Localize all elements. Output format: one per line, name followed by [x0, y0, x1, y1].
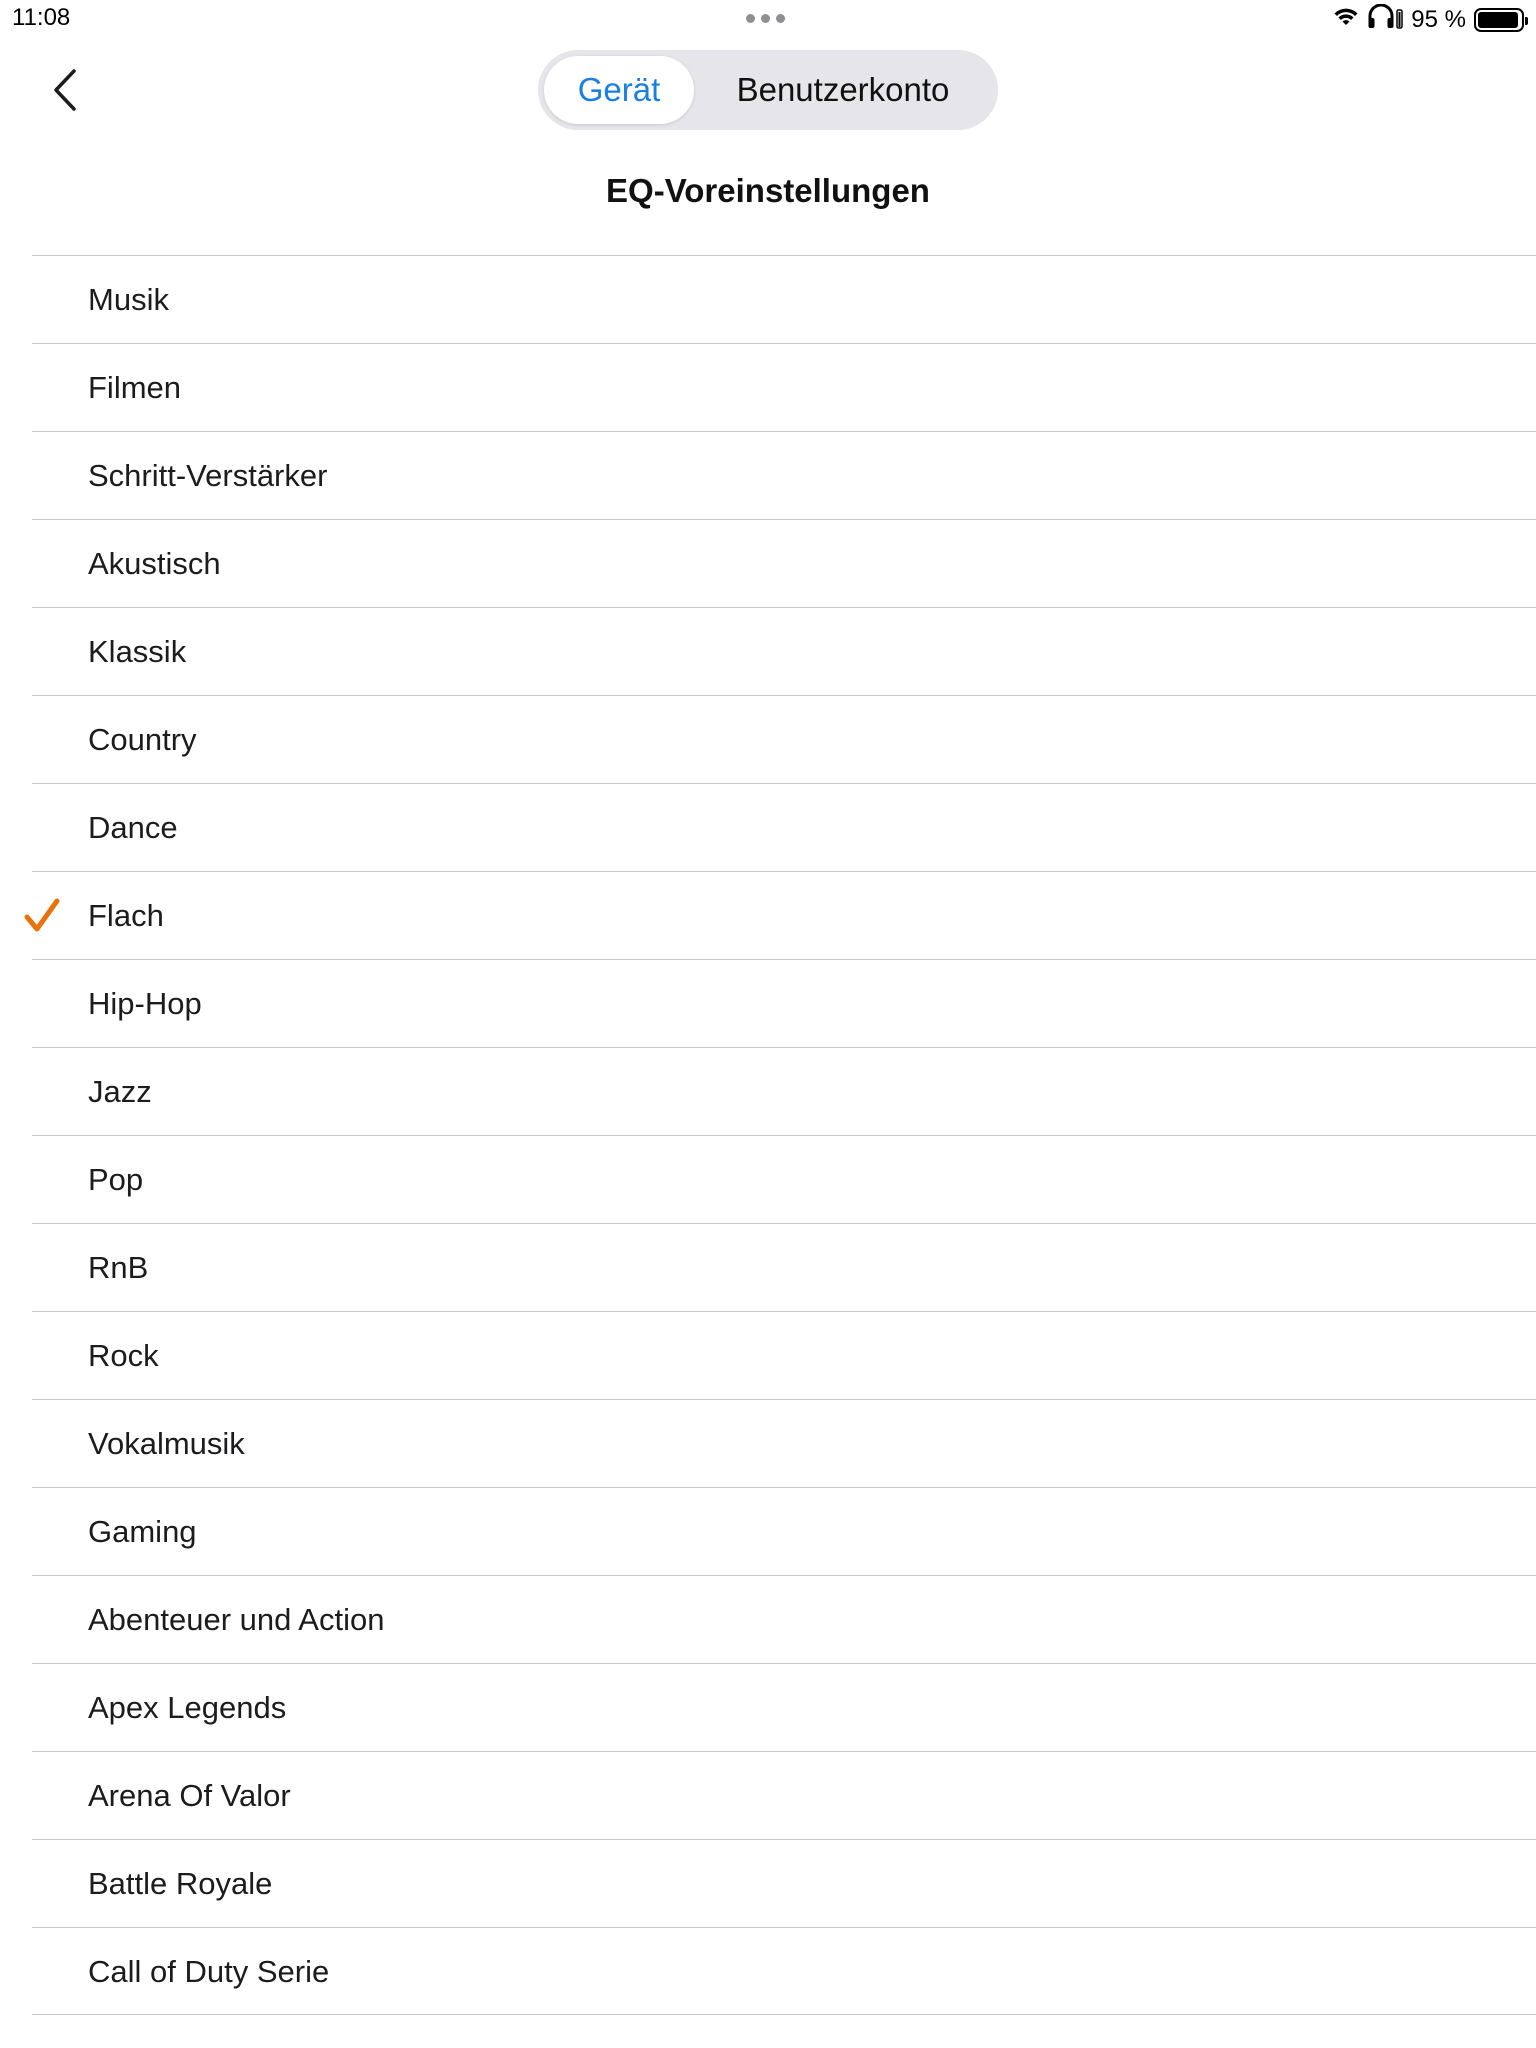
back-button[interactable] [40, 60, 90, 120]
preset-label: RnB [88, 1250, 149, 1285]
preset-label: Pop [88, 1162, 144, 1197]
preset-label: Flach [88, 898, 164, 933]
preset-label: Schritt-Verstärker [88, 458, 328, 493]
preset-label: Dance [88, 810, 178, 845]
preset-item[interactable] [32, 1927, 1536, 2015]
status-bar [0, 0, 1536, 40]
preset-item[interactable] [32, 1751, 1536, 1839]
headphones-icon [1367, 4, 1403, 37]
preset-label: Akustisch [88, 546, 221, 581]
preset-label: Filmen [88, 370, 182, 405]
preset-label: Hip-Hop [88, 986, 202, 1021]
preset-label: Musik [88, 282, 169, 317]
partial-list-item [32, 2015, 1536, 2048]
wifi-icon [1333, 6, 1359, 34]
chevron-left-icon [52, 68, 78, 112]
preset-item[interactable] [32, 431, 1536, 519]
preset-label: Abenteuer und Action [88, 1602, 385, 1637]
status-right [1333, 4, 1524, 36]
preset-item[interactable] [32, 871, 1536, 959]
preset-label: Arena Of Valor [88, 1778, 291, 1813]
preset-label: Gaming [88, 1514, 197, 1549]
preset-label: Apex Legends [88, 1690, 287, 1725]
multitasking-dots-icon[interactable] [746, 14, 785, 23]
segmented-control [538, 50, 998, 130]
preset-item[interactable] [32, 255, 1536, 343]
preset-list [0, 255, 1536, 2015]
preset-item[interactable] [32, 607, 1536, 695]
preset-label: Klassik [88, 634, 187, 669]
preset-item[interactable] [32, 1135, 1536, 1223]
preset-item[interactable] [32, 1399, 1536, 1487]
preset-label: Country [88, 722, 197, 757]
preset-item[interactable] [32, 1311, 1536, 1399]
preset-item[interactable] [32, 1047, 1536, 1135]
preset-item[interactable] [32, 519, 1536, 607]
page-title: EQ-Voreinstellungen [606, 172, 930, 209]
preset-item[interactable] [32, 695, 1536, 783]
preset-item[interactable] [32, 1223, 1536, 1311]
checkmark-icon [22, 896, 62, 936]
preset-item[interactable] [32, 959, 1536, 1047]
tab-account[interactable]: Benutzerkonto [736, 71, 950, 108]
preset-item[interactable] [32, 1487, 1536, 1575]
preset-label: Rock [88, 1338, 159, 1373]
preset-item[interactable] [32, 1839, 1536, 1927]
battery-icon [1474, 8, 1524, 32]
tab-device[interactable]: Gerät [544, 56, 694, 124]
preset-label: Call of Duty Serie [88, 1954, 330, 1989]
battery-percent: 95 % [1411, 6, 1466, 33]
preset-item[interactable] [32, 1575, 1536, 1663]
preset-item[interactable] [32, 343, 1536, 431]
preset-label: Jazz [88, 1074, 152, 1109]
preset-label: Battle Royale [88, 1866, 273, 1901]
preset-item[interactable] [32, 1663, 1536, 1751]
preset-label: Vokalmusik [88, 1426, 245, 1461]
status-time: 11:08 [12, 4, 71, 31]
preset-item[interactable] [32, 783, 1536, 871]
